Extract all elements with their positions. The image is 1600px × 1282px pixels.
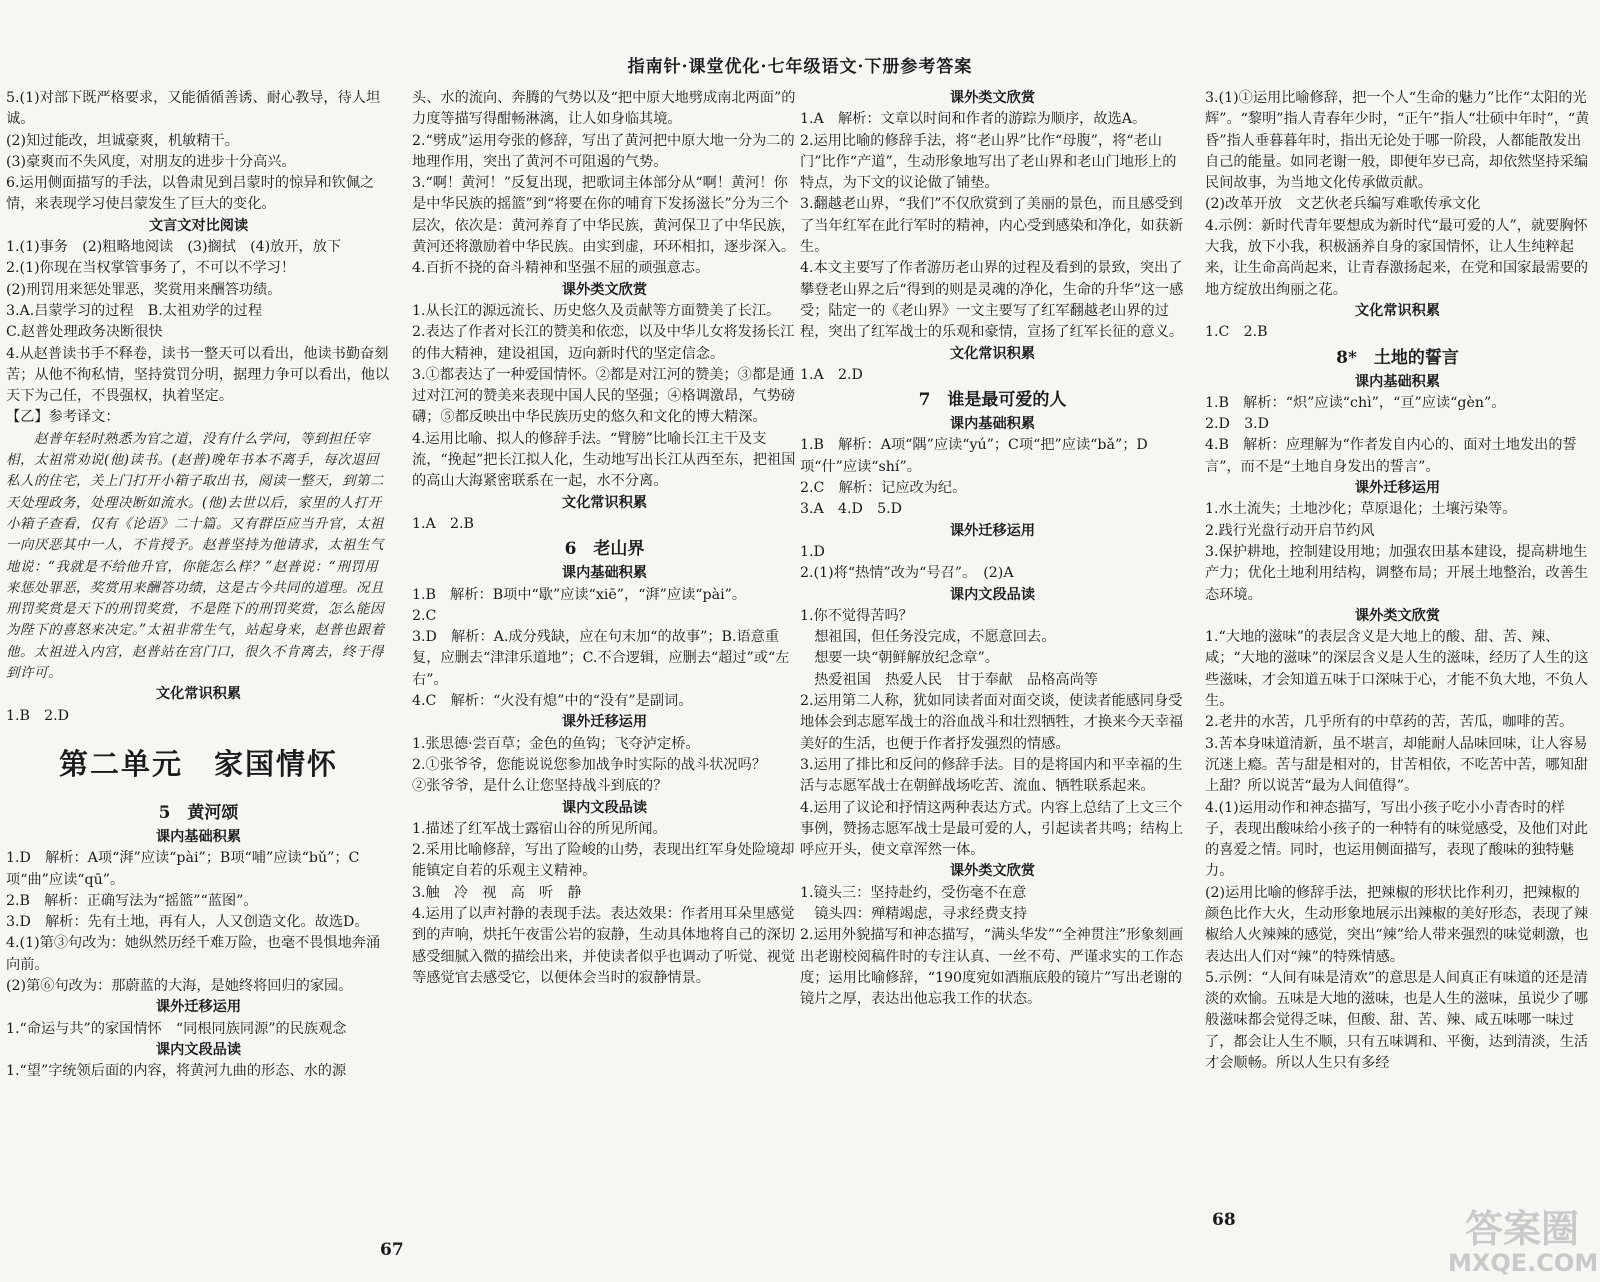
- unit-title: 第二单元 家国情怀: [58, 746, 338, 781]
- answer-line: 3.A 4.D 5.D: [800, 501, 902, 518]
- answer-line: 1.“命运与共”的家国情怀 “同根同族同源”的民族观念: [6, 1020, 347, 1037]
- section-heading: 课外类文欣赏: [1354, 607, 1441, 624]
- answer-line: (2)刑罚用来惩处罪恶，奖赏用来酬答功绩。: [6, 281, 282, 298]
- answer-line: 1.你不觉得苦吗？: [800, 607, 913, 624]
- answer-line: 3.运用了排比和反问的修辞手法。目的是将国内和平幸福的生活与志愿军战士在朝鲜战场吃苦、流血、牺牲联系起来。: [800, 756, 1183, 795]
- answer-line: (2)运用比喻的修辞手法，把辣椒的形状比作利刃，把辣椒的颜色比作大火，生动形象地展示出辣椒的美好形态，表现了辣椒给人火辣辣的感觉，突出“辣”给人带来强烈的味觉刺激，也表达出人们对“辣”的特殊情感。: [1205, 884, 1589, 965]
- answer-line: (2)知过能改，坦诚豪爽，机敏精干。: [6, 132, 239, 149]
- answer-line: 3.(1)①运用比喻修辞，把一个人“生命的魅力”比作“太阳的光辉”。“黎明”指人青春年少时，“正午”指人“壮硕中年时”，“黄昏”指人垂暮暮年时，指出无论处于哪一阶段，人都能散发出自己的能量。如同老谢一般，即便年岁已高，却依然坚持采编民间故事，为当地文化传承做贡献。: [1205, 90, 1590, 192]
- section-heading: 文化常识积累: [155, 686, 242, 703]
- answer-line: 4.B 解析：应理解为“作者发自内心的、面对土地发出的誓言”，而不是“土地自身发出的誓言”。: [1205, 437, 1577, 475]
- section-heading: 课外类文欣赏: [949, 90, 1036, 106]
- section-heading: 课外类文欣赏: [949, 863, 1036, 880]
- answer-line: 1.B 解析：B项中“歇”应读“xiē”，“湃”应读“pài”。: [412, 586, 747, 603]
- answer-line: 2.(1)将“热情”改为“号召”。 (2)A: [800, 565, 1014, 582]
- answer-line: 2.①张爷爷，您能说说您参加战争时实际的战斗状况吗？: [412, 756, 767, 773]
- page-number-left: 67: [380, 1240, 404, 1260]
- answer-column-3: [800, 88, 1185, 1010]
- page-header: 指南针·课堂优化·七年级语文·下册参考答案: [627, 57, 973, 77]
- section-heading: 课内文段品读: [155, 1041, 242, 1058]
- section-heading: 课内基础积累: [1354, 373, 1441, 390]
- section-heading: 课内基础积累: [561, 565, 648, 582]
- section-heading: 课内基础积累: [949, 416, 1036, 433]
- answer-line: 5.(1)对部下既严格要求，又能循循善诱、耐心教导，待人坦诚。: [6, 90, 381, 128]
- answer-line: 2.老井的水苦，几乎所有的中草药的苦，苦瓜，咖啡的苦。: [1205, 714, 1574, 731]
- answer-line: 镜头四：殚精竭虑，寻求经费支持: [800, 905, 1028, 922]
- section-heading: 文化常识积累: [1354, 302, 1441, 319]
- answer-line: 4.运用了议论和抒情这两种表达方式。内容上总结了上文三个事例，赞扬志愿军战士是最可爱的人，引起读者共鸣；结构上呼应开头，使文章浑然一体。: [800, 799, 1184, 859]
- section-heading: 课内文段品读: [949, 586, 1036, 603]
- answer-line: 2.(1)你现在当权掌管事务了，不可以不学习！: [6, 260, 296, 277]
- answer-line: (2)改革开放 文艺伙老兵编写难歌传承文化: [1205, 196, 1481, 213]
- answer-line: 1.水土流失；土地沙化；草原退化；土壤污染等。: [1205, 501, 1517, 518]
- answer-line: 【乙】参考译文：: [6, 409, 120, 426]
- answer-line: 4.运用比喻、拟人的修辞手法。“臂膀”比喻长江主干及支流，“挽起”把长江拟人化，生动地写出长江从西至东，把祖国的高山大海紧密联系在一起，水不分离。: [412, 430, 796, 490]
- answer-line: (3)豪爽而不失风度，对朋友的进步十分高兴。: [6, 153, 296, 170]
- answer-column-1: [6, 88, 391, 1082]
- answer-line: C.赵普处理政务决断很快: [6, 324, 163, 341]
- answer-line: 1.“大地的滋味”的表层含义是大地上的酸、甜、苦、辣、咸；“大地的滋味”的深层含义是人生的滋味，经历了人生的这些滋味，才会知道五味于口深味于心，才能不负大地，不负人生。: [1205, 629, 1589, 710]
- answer-line: 3.D 解析：先有土地，再有人，人又创造文化。故选D。: [6, 914, 369, 931]
- answer-line: 1.(1)事务 (2)粗略地阅读 (3)搁拭 (4)放开，放下: [6, 239, 342, 256]
- lesson-title: 8* 土地的誓言: [1336, 347, 1459, 368]
- answer-line: 1.描述了红军战士露宿山谷的所见所闻。: [412, 820, 667, 837]
- answer-line: 3.保护耕地，控制建设用地；加强农田基本建设，提高耕地生产力；优化土地利用结构，调整布局；开展土地整治，改善生态环境。: [1205, 543, 1589, 603]
- answer-line: 2.表达了作者对长江的赞美和依恋，以及中华儿女将发扬长江的伟大精神，建设祖国，迈向新时代的坚定信念。: [412, 324, 795, 362]
- answer-line: 1.镜头三：坚持赴约，受伤毫不在意: [800, 884, 1027, 901]
- answer-line: 2.“劈成”运用夸张的修辞，写出了黄河把中原大地一分为二的地理作用，突出了黄河不可阻遏的气势。: [412, 132, 795, 170]
- answer-line: 3.苦本身味道清新，虽不堪言，却能耐人品味回味，让人容易沉迷上瘾。苦与甜是相对的，甘苦相依，不吃苦中苦，哪知甜上甜？所以说苦“最为人间值得”。: [1205, 735, 1589, 795]
- answer-line: 1.D 解析：A项“湃”应读“pài”；B项“哺”应读“bǔ”；C项“曲”应读“qū”。: [6, 850, 360, 888]
- answer-line: ②张爷爷，是什么让您坚持战斗到底的？: [412, 778, 668, 795]
- answer-line: 3.“啊！黄河！”反复出现，把歌词主体部分从“啊！黄河！你是中华民族的摇篮”到“将要在你的哺育下发扬滋长”分为三个层次，依次是：黄河养育了中华民族，黄河保卫了中华民族，黄河还将激励着中华民族。由实到虚，环环相扣，逐步深入。: [412, 175, 796, 256]
- watermark-url: MXQE.COM: [1448, 1249, 1599, 1277]
- watermark-text: 答案圈: [1464, 1207, 1579, 1251]
- answer-line: 4.运用了以声衬静的表现手法。表达效果：作者用耳朵里感觉到的声响，烘托午夜雷公岩的寂静，生动具体地将自己的深切感受细腻入微的描绘出来，并使读者似乎也调动了听觉、视觉等感觉官去感受它，以便体会当时的寂静情景。: [412, 905, 796, 986]
- answer-line: 3.D 解析：A.成分残缺，应在句末加“的故事”；B.语意重复，应删去“津津乐道地”；C.不合逻辑，应删去“超过”或“左右”。: [412, 629, 790, 688]
- answer-line: 2.D 3.D: [1205, 416, 1270, 433]
- page-number-right: 68: [1212, 1210, 1236, 1230]
- answer-line: 3.触 冷 视 高 听 静: [412, 884, 582, 901]
- lesson-title: 7 谁是最可爱的人: [918, 390, 1067, 411]
- answer-line: 热爱祖国 热爱人民 甘于奉献 品格高尚等: [800, 671, 1098, 688]
- answer-line: 1.B 2.D: [6, 707, 70, 724]
- answer-line: 4.C 解析：“火没有熄”中的“没有”是副词。: [412, 693, 693, 710]
- answer-line: 1.A 2.D: [800, 366, 863, 383]
- lesson-title: 6 老山界: [564, 539, 645, 560]
- answer-line: 1.A 2.B: [412, 515, 474, 532]
- answer-line: 1.从长江的源远流长、历史悠久及贡献等方面赞美了长江。: [412, 302, 781, 319]
- answer-line: 想祖国，但任务没完成，不愿意回去。: [800, 629, 1056, 646]
- answer-line: 1.B 解析：“炽”应读“chì”，“亘”应读“gèn”。: [1205, 394, 1506, 411]
- answer-column-2: [412, 88, 797, 989]
- section-heading: 课外迁移运用: [561, 714, 648, 731]
- section-heading: 课外类文欣赏: [561, 281, 648, 298]
- answer-line: 1.张思德·尝百草；金色的鱼钩；飞夺泸定桥。: [412, 735, 700, 752]
- answer-line: 2.C 解析：记应改为纪。: [800, 480, 967, 497]
- answer-line: 2.践行光盘行动开启节约风: [1205, 522, 1375, 539]
- section-heading: 课内文段品读: [561, 799, 648, 816]
- answer-line: 3.翻越老山界，“我们”不仅欣赏到了美丽的景色，而且感受到了当年红军在此行军时的精神，内心受到感染和净化，如获新生。: [800, 196, 1184, 256]
- section-heading: 课外迁移运用: [155, 999, 242, 1016]
- translation-text: 赵普年轻时熟悉为官之道，没有什么学问，等到担任宰相，太祖常劝说(他)读书。(赵普)晚年书本不离手，每次退回私人的住宅，关上门打开小箱子取出书，阅读一整天，到第二天处理政务，处理决断如流水。(他)去世以后，家里的人打开小箱子查看，仅有《论语》二十篇。又有群臣应当升官，太祖一向厌恶其中一人，不肯授予。赵普坚持为他请求，太祖生气地说：“我就是不给他升官，你能怎么样？”赵普说：“刑罚用来惩处罪恶，奖赏用来酬答功绩，这是古今共同的道理。况且刑罚奖赏是天下的刑罚奖赏，不是陛下的刑罚奖赏，怎么能因为陛下的喜怒来决定。”太祖非常生气，站起身来，赵普也跟着他。太祖进入内宫，赵普站在宫门口，很久不肯离去，终于得到许可。: [6, 430, 385, 682]
- answer-line: 4.(1)第③句改为：她纵然历经千难万险，也毫不畏惧地奔涌向前。: [6, 935, 381, 973]
- answer-line: 2.运用比喻的修辞手法，将“老山界”比作“母腹”，将“老山门”比作“产道”，生动形象地写出了老山界和老山门地形上的特点，为下文的议论做了铺垫。: [800, 132, 1177, 192]
- answer-line: 3.①都表达了一种爱国情怀。②都是对江河的赞美；③都是通过对江河的赞美来表现中国人民的坚强；④格调激昂，气势磅礴；⑤都反映出中华民族历史的悠久和文化的博大精深。: [412, 366, 796, 426]
- answer-line: 2.C: [412, 607, 437, 624]
- section-heading: 文化常识积累: [949, 345, 1036, 362]
- section-heading: 课内基础积累: [155, 828, 242, 845]
- answer-line: 1.“望”字统领后面的内容，将黄河九曲的形态、水的源: [6, 1063, 347, 1080]
- section-heading: 课外迁移运用: [1354, 480, 1441, 497]
- answer-line: 3.A.吕蒙学习的过程 B.太祖劝学的过程: [6, 302, 263, 319]
- answer-line: 2.采用比喻修辞，写出了险峻的山势，表现出红军身处险境却能镇定自若的乐观主义精神。: [412, 842, 795, 880]
- answer-line: 6.运用侧面描写的手法，以鲁肃见到吕蒙时的惊异和钦佩之情，来表现学习使吕蒙发生了巨大的变化。: [6, 175, 375, 213]
- section-heading: 文言文对比阅读: [148, 217, 249, 234]
- answer-column-4: [1205, 88, 1590, 1074]
- answer-line: 2.运用第二人称，犹如同读者面对面交谈，使读者能感同身受地体会到志愿军战士的浴血战斗和壮烈牺牲，才换来今天幸福美好的生活，也便于作者抒发强烈的情感。: [800, 693, 1184, 752]
- answer-line: 头、水的流向、奔腾的气势以及“把中原大地劈成南北两面”的力度等描写得酣畅淋漓，让人如身临其境。: [412, 90, 796, 128]
- answer-line: 1.A 解析：文章以时间和作者的游踪为顺序，故选A。: [800, 111, 1147, 128]
- answer-line: 4.本文主要写了作者游历老山界的过程及看到的景致，突出了攀登老山界之后“得到的则是灵魂的净化，生命的升华”这一感受；陆定一的《老山界》一文主要写了红军翻越老山界的过程，突出了红军战士的乐观和豪情，宣扬了红军长征的意义。: [800, 260, 1184, 341]
- answer-line: 1.C 2.B: [1205, 324, 1268, 341]
- answer-line: 4.从赵普读书手不释卷，读书一整天可以看出，他读书勤奋刻苦；从他不徇私情，坚持赏罚分明，据理力争可以看出，他以天下为己任，不畏强权，执着坚定。: [6, 345, 390, 405]
- answer-line: 想要一块“朝鲜解放纪念章”。: [800, 650, 999, 667]
- answer-line: 4.百折不挠的奋斗精神和坚强不屈的顽强意志。: [412, 260, 710, 277]
- answer-line: 2.B 解析：正确写法为“摇篮”“蓝图”。: [6, 892, 258, 909]
- section-heading: 课外迁移运用: [949, 522, 1036, 539]
- answer-line: (2)第⑥句改为：那蔚蓝的大海，是她终将回归的家园。: [6, 977, 353, 994]
- answer-line: 4.示例：新时代青年要想成为新时代“最可爱的人”，就要胸怀大我，放下小我，积极涵养自身的家国情怀，让人生纯粹起来，让生命高尚起来，让青春激扬起来，在党和国家最需要的地方绽放出绚丽之花。: [1205, 217, 1589, 298]
- answer-line: 2.运用外貌描写和神态描写，“满头华发”“全神贯注”形象刻画出老谢校阅稿件时的专注认真、一丝不苟、严谨求实的工作态度；运用比喻修辞，“190度宛如酒瓶底般的镜片”写出老谢的镜片之厚，表达出他忘我工作的状态。: [800, 927, 1184, 1008]
- answer-line: 5.示例：“人间有味是清欢”的意思是人间真正有味道的还是清淡的欢愉。五味是大地的滋味，也是人生的滋味，虽说少了哪般滋味都会觉得乏味，但酸、甜、苦、辣、咸五味哪一味过了，都会让人生不顺，只有五味调和、平衡，达到清淡，生活才会顺畅。所以人生只有多经: [1205, 969, 1589, 1072]
- answer-line: 1.D: [800, 543, 825, 560]
- watermark-logo: [1448, 1207, 1599, 1278]
- lesson-title: 5 黄河颂: [158, 802, 239, 823]
- answer-line: 4.(1)运用动作和神态描写，写出小孩子吃小小青杏时的样子，表现出酸味给小孩子的一种特有的味觉感受，及他们对此的喜爱之情。同时，也运用侧面描写，表现了酸味的独特魅力。: [1205, 799, 1589, 880]
- answer-line: 1.B 解析：A项“隅”应读“yú”；C项“把”应读“bǎ”；D项“什”应读“shí”。: [800, 437, 1148, 475]
- section-heading: 文化常识积累: [561, 494, 648, 511]
